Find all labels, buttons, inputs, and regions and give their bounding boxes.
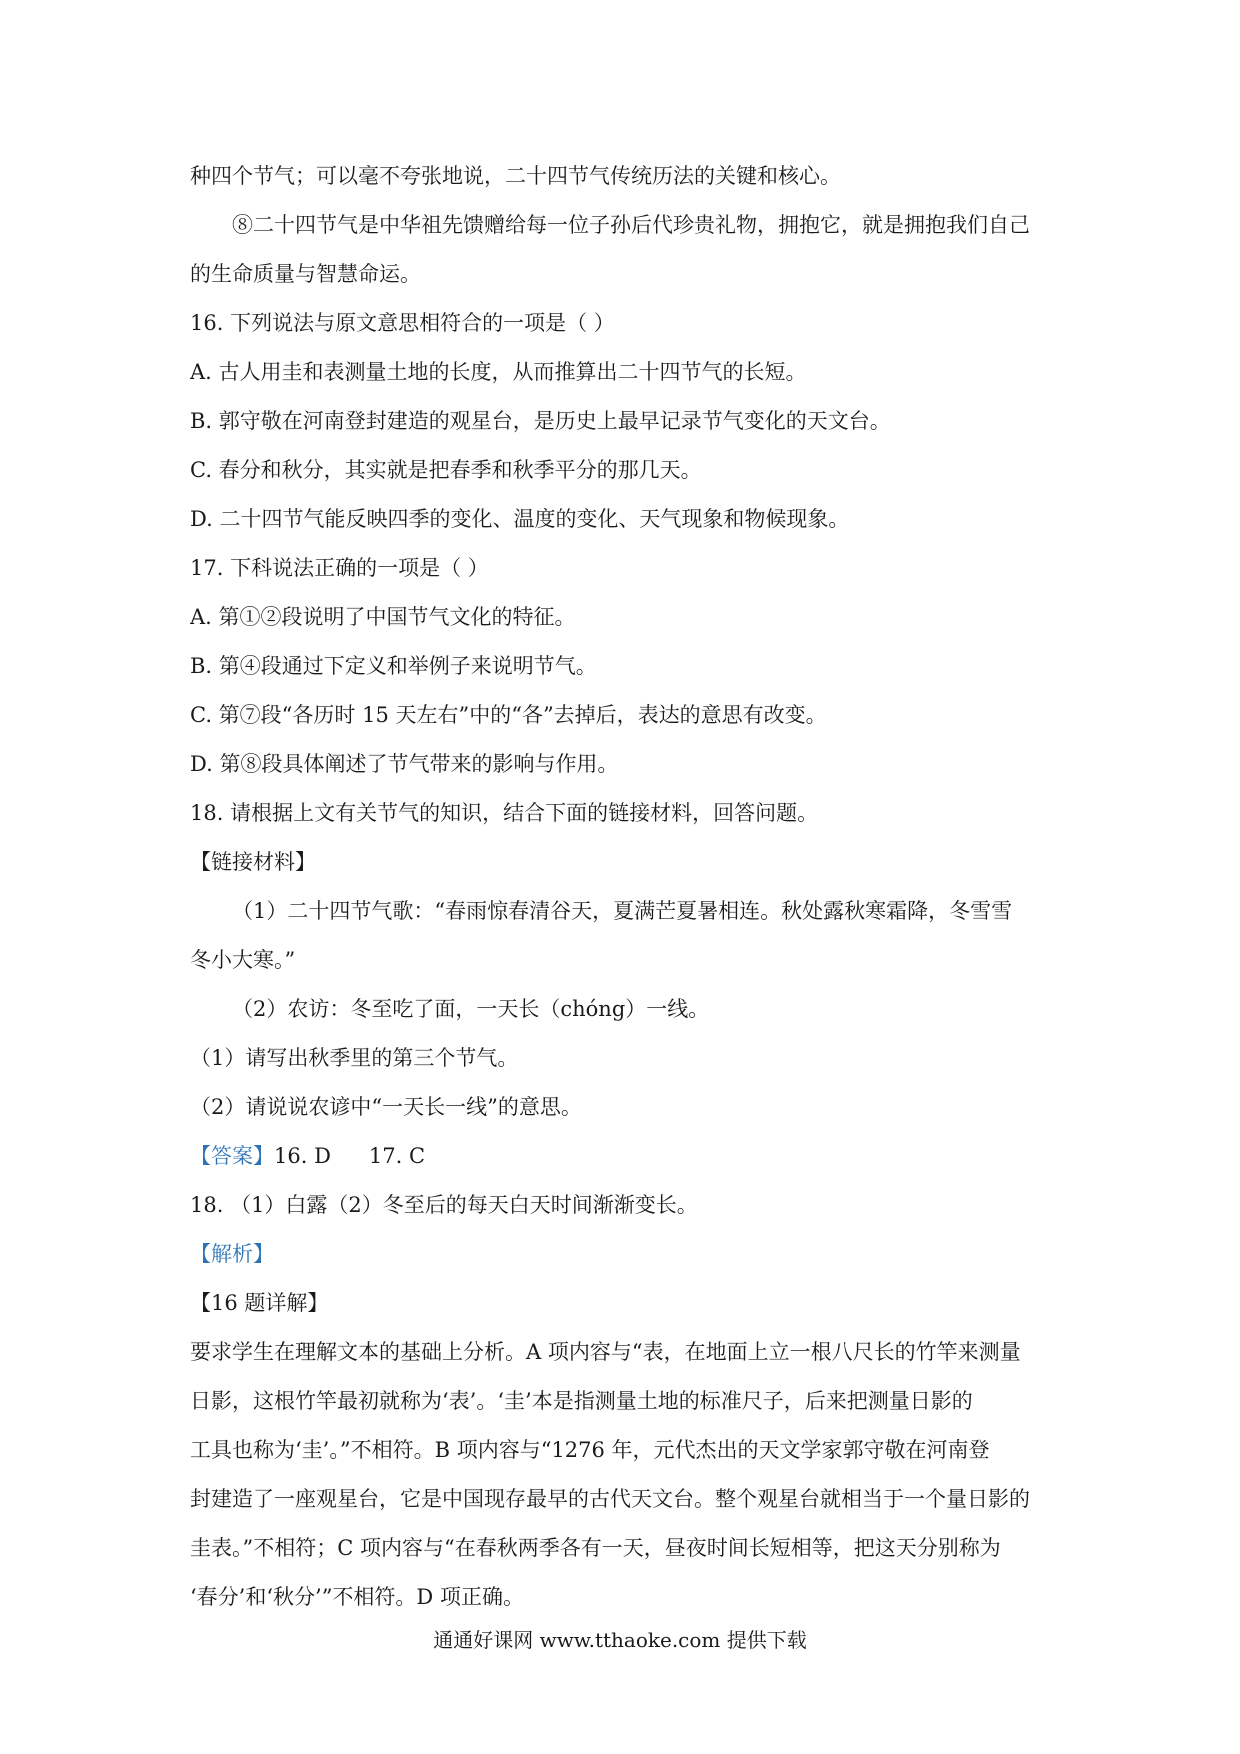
analysis-line: 要求学生在理解文本的基础上分析。A 项内容与“表，在地面上立一根八尺长的竹竿来测量 bbox=[190, 1340, 1021, 1364]
answer-18: 18. （1）白露（2）冬至后的每天白天时间渐渐变长。 bbox=[190, 1193, 698, 1217]
analysis-line: ‘春分’和‘秋分’”不相符。D 项正确。 bbox=[190, 1585, 524, 1609]
answer-16: 16. D bbox=[274, 1144, 331, 1168]
analysis-line: 工具也称为‘圭’。”不相符。B 项内容与“1276 年，元代杰出的天文学家郭守敬在河南登 bbox=[190, 1438, 990, 1462]
analysis-line: 日影，这根竹竿最初就称为‘表’。‘圭’本是指测量土地的标准尺子，后来把测量日影的 bbox=[190, 1389, 973, 1413]
paragraph-8-line: 的生命质量与智慧命运。 bbox=[190, 262, 421, 286]
question-16-option-a: A. 古人用圭和表测量土地的长度，从而推算出二十四节气的长短。 bbox=[190, 360, 807, 384]
question-17-option-b: B. 第④段通过下定义和举例子来说明节气。 bbox=[190, 654, 597, 678]
page-footer: 通通好课网 www.tthaoke.com 提供下载 bbox=[433, 1628, 807, 1652]
question-16-stem: 16. 下列说法与原文意思相符合的一项是（ ） bbox=[190, 311, 615, 335]
question-18-sub-1: （1）请写出秋季里的第三个节气。 bbox=[190, 1046, 519, 1070]
question-17-stem: 17. 下科说法正确的一项是（ ） bbox=[190, 556, 489, 580]
material-1-line: （1）二十四节气歌：“春雨惊春清谷天，夏满芒夏暑相连。秋处露秋寒霜降，冬雪雪 bbox=[232, 899, 1013, 923]
question-16-analysis-title: 【16 题详解】 bbox=[190, 1291, 329, 1315]
question-17-option-c: C. 第⑦段“各历时 15 天左右”中的“各”去掉后，表达的意思有改变。 bbox=[190, 703, 827, 727]
question-18-stem: 18. 请根据上文有关节气的知识，结合下面的链接材料，回答问题。 bbox=[190, 801, 819, 825]
document-body bbox=[190, 152, 1060, 1622]
question-18-sub-2: （2）请说说农谚中“一天长一线”的意思。 bbox=[190, 1095, 582, 1119]
question-16-option-c: C. 春分和秋分，其实就是把春季和秋季平分的那几天。 bbox=[190, 458, 702, 482]
material-1-line: 冬小大寒。” bbox=[190, 948, 296, 972]
analysis-label: 【解析】 bbox=[190, 1242, 274, 1266]
analysis-line: 封建造了一座观星台，它是中国现存最早的古代天文台。整个观星台就相当于一个量日影的 bbox=[190, 1487, 1030, 1511]
paragraph-8-line: ⑧二十四节气是中华祖先馈赠给每一位子孙后代珍贵礼物，拥抱它，就是拥抱我们自己 bbox=[232, 213, 1030, 237]
question-16-option-b: B. 郭守敬在河南登封建造的观星台，是历史上最早记录节气变化的天文台。 bbox=[190, 409, 891, 433]
question-17-option-a: A. 第①②段说明了中国节气文化的特征。 bbox=[190, 605, 576, 629]
answer-17: 17. C bbox=[368, 1144, 426, 1168]
passage-line: 种四个节气；可以毫不夸张地说，二十四节气传统历法的关键和核心。 bbox=[190, 164, 841, 188]
question-16-option-d: D. 二十四节气能反映四季的变化、温度的变化、天气现象和物候现象。 bbox=[190, 507, 850, 531]
question-17-option-d: D. 第⑧段具体阐述了节气带来的影响与作用。 bbox=[190, 752, 619, 776]
answer-line bbox=[190, 1132, 1060, 1181]
material-title: 【链接材料】 bbox=[190, 850, 316, 874]
analysis-line: 圭表。”不相符；C 项内容与“在春秋两季各有一天，昼夜时间长短相等，把这天分别称为 bbox=[190, 1536, 1001, 1560]
answer-label: 【答案】 bbox=[190, 1144, 274, 1168]
material-2: （2）农访：冬至吃了面，一天长（chóng）一线。 bbox=[232, 997, 710, 1021]
